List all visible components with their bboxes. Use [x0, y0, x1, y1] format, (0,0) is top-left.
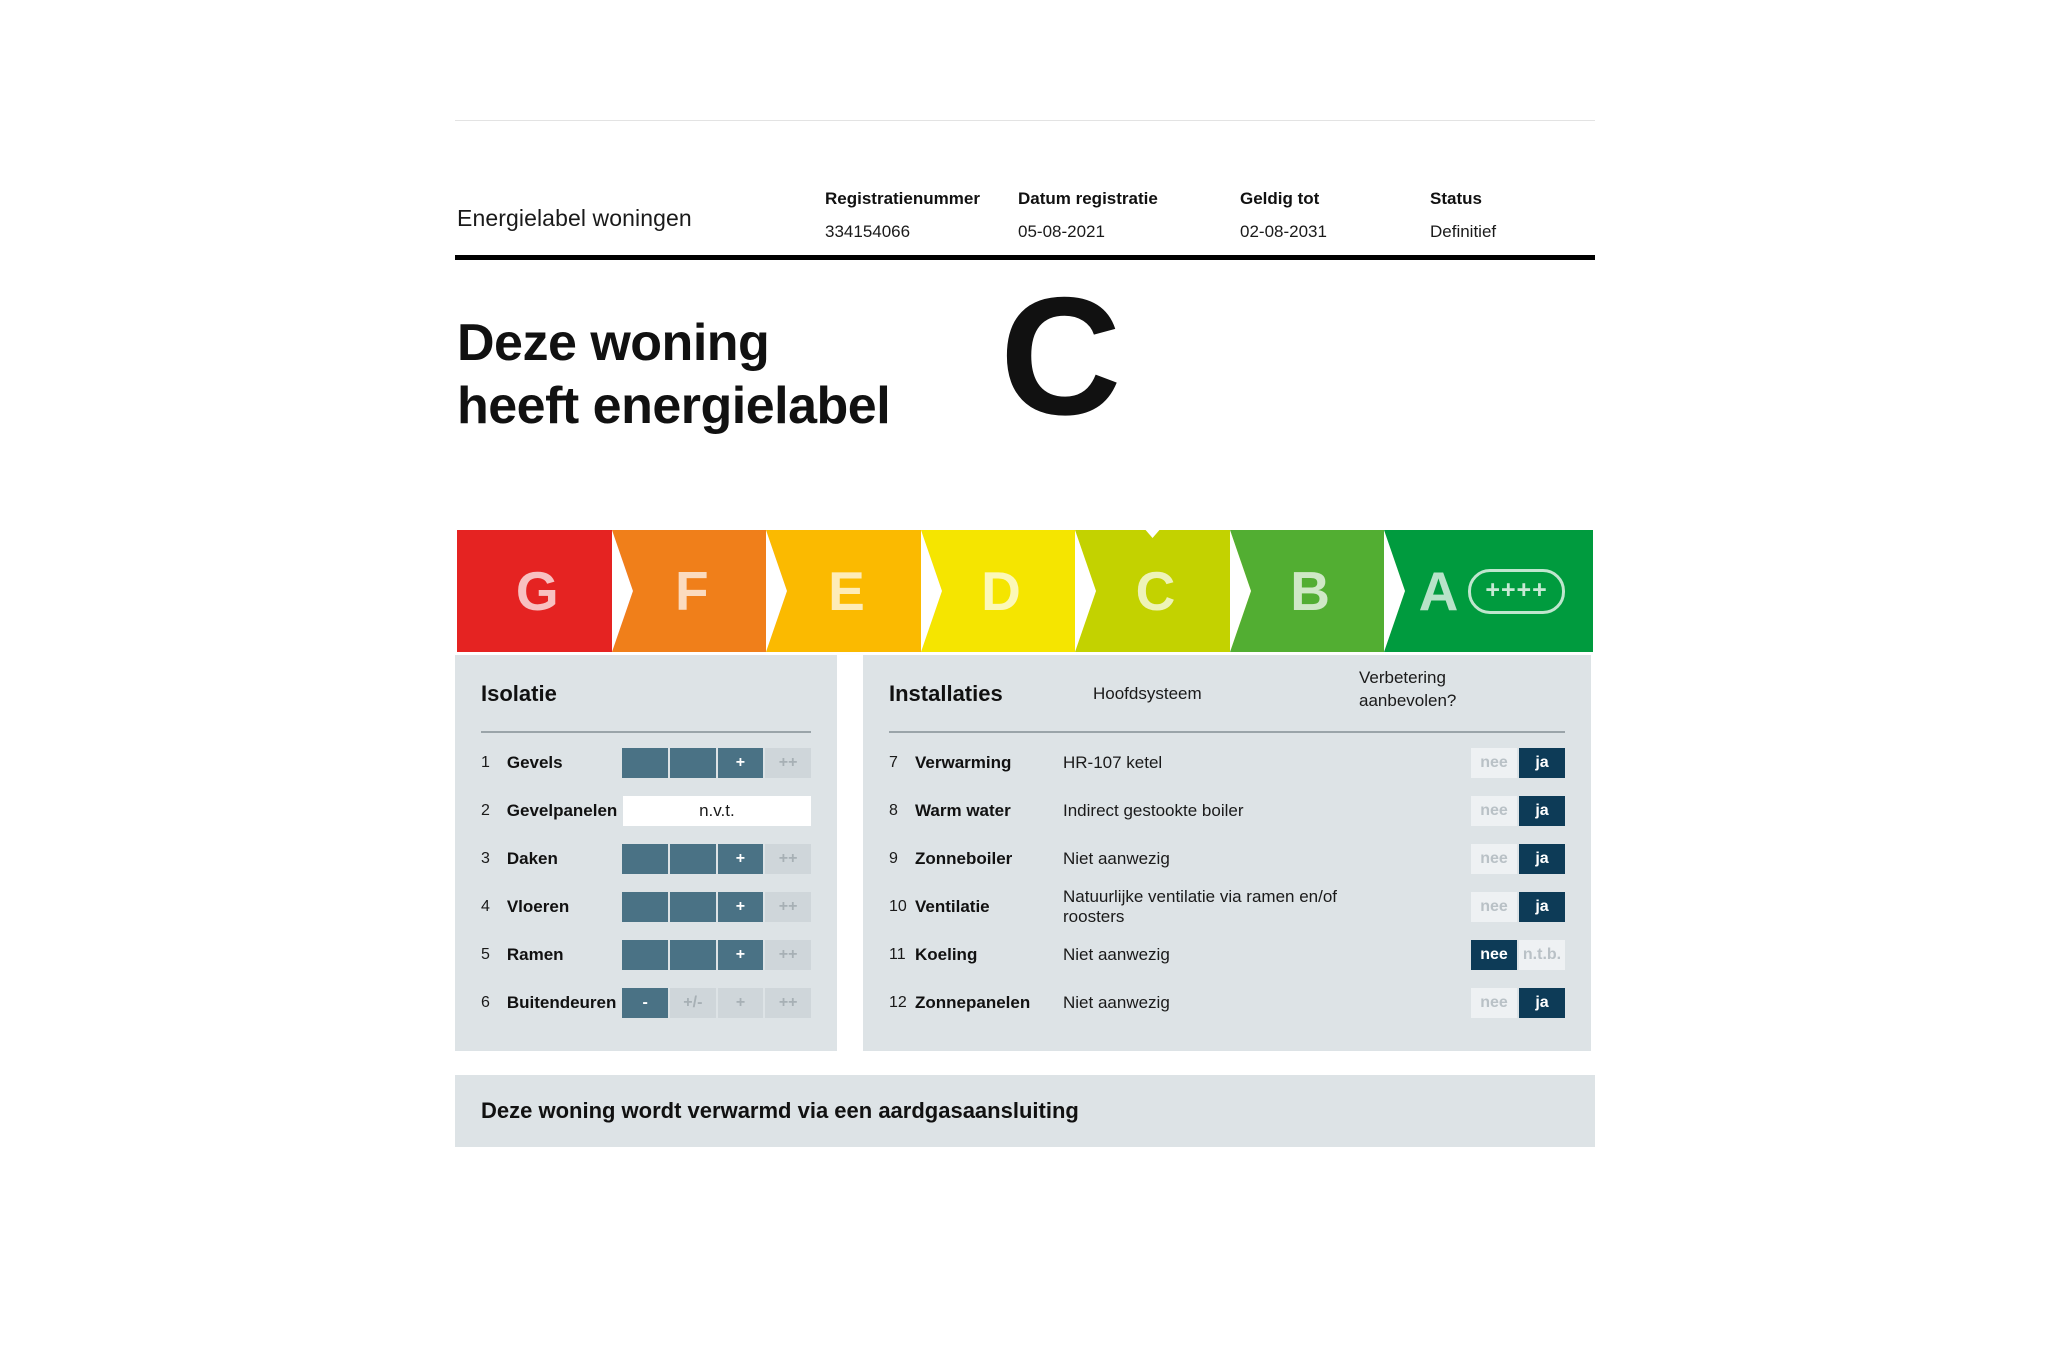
row-system: Natuurlijke ventilatie via ramen en/of roosters [1063, 886, 1338, 926]
isolatie-row [481, 840, 811, 877]
improvement-option-nee[interactable]: nee [1471, 796, 1519, 826]
installatie-row [889, 936, 1565, 973]
improvement-option-ja[interactable]: ja [1519, 892, 1565, 922]
improvement-option-nee[interactable]: nee [1471, 844, 1519, 874]
scale-letter-b: B [1290, 560, 1330, 622]
rating-bar- [670, 844, 718, 874]
improvement-option-nee[interactable]: nee [1471, 988, 1519, 1018]
installatie-row [889, 984, 1565, 1021]
row-number: 5 [481, 945, 490, 963]
row-number: 6 [481, 993, 490, 1011]
row-value-nvt: n.v.t. [623, 796, 811, 826]
rating-bars [622, 988, 811, 1018]
rating-bar-: ++ [778, 993, 798, 1011]
row-number: 1 [481, 753, 490, 771]
panel-installaties-title: Installaties [889, 681, 1003, 706]
rating-bar- [670, 748, 718, 778]
row-label: Gevels [506, 752, 563, 772]
isolatie-row [481, 984, 811, 1021]
panel-isolatie-header [481, 681, 811, 733]
column-header-hoofdsysteem: Hoofdsysteem [1093, 684, 1202, 703]
meta-registration-value: 334154066 [825, 221, 911, 241]
meta-valid-until-value: 02-08-2031 [1240, 221, 1327, 241]
row-label: Warm water [915, 800, 1011, 820]
rating-bar-: +/- [670, 988, 718, 1018]
panel-isolatie [455, 655, 837, 1051]
scale-letter-g: G [515, 560, 559, 622]
hero-heading-line1: Deze woning [457, 314, 770, 372]
scale-segment-e [766, 530, 921, 652]
rating-bar- [622, 748, 670, 778]
row-system: Niet aanwezig [1063, 944, 1170, 964]
scale-notch [1230, 530, 1251, 652]
improvement-option-nee[interactable]: nee [1471, 748, 1519, 778]
document-header [455, 177, 1595, 260]
improvement-option-ja[interactable]: ja [1519, 748, 1565, 778]
installatie-row [889, 888, 1565, 925]
row-label: Ventilatie [915, 896, 990, 916]
row-number: 11 [889, 945, 906, 963]
label-sheet [455, 120, 1595, 1147]
scale-notch [1075, 530, 1096, 652]
rating-bar-: ++ [778, 849, 798, 867]
scale-letter-e: E [828, 560, 865, 622]
scale-segment-b [1230, 530, 1385, 652]
scale-notch [1384, 530, 1405, 652]
column-header-verbetering [1359, 667, 1489, 713]
energy-scale [457, 530, 1593, 652]
rating-bar-: ++ [778, 753, 798, 771]
scale-notch [766, 530, 787, 652]
column-header-verbetering-line1: Verbetering [1359, 668, 1446, 687]
scale-letter-f: F [675, 560, 709, 622]
row-label: Vloeren [506, 896, 570, 916]
isolatie-rows [481, 744, 811, 1021]
top-divider [455, 120, 1595, 121]
rating-bar-: ++ [778, 945, 798, 963]
improvement-toggle[interactable] [1471, 844, 1565, 874]
panel-installaties-header [889, 668, 1565, 733]
heating-source-note: Deze woning wordt verwarmd via een aardgasaansluiting [455, 1075, 1595, 1147]
row-label: Zonneboiler [915, 848, 1013, 868]
scale-notch [612, 530, 633, 652]
panel-isolatie-title: Isolatie [481, 681, 557, 706]
row-label: Zonnepanelen [915, 992, 1031, 1012]
row-number: 12 [889, 993, 907, 1011]
improvement-option-nee[interactable]: nee [1471, 892, 1519, 922]
row-system: Indirect gestookte boiler [1063, 800, 1244, 820]
improvement-option-ntb[interactable]: n.t.b. [1519, 940, 1565, 970]
isolatie-row [481, 888, 811, 925]
improvement-toggle[interactable] [1471, 988, 1565, 1018]
rating-bar- [622, 940, 670, 970]
row-label: Gevelpanelen [506, 800, 618, 820]
row-number: 9 [889, 849, 898, 867]
rating-bar-: + [718, 988, 766, 1018]
rating-bar-: + [718, 940, 766, 970]
row-system: HR-107 ketel [1063, 752, 1163, 772]
meta-registration-date-label: Datum registratie [1018, 189, 1158, 208]
installaties-rows [889, 744, 1565, 1021]
improvement-option-ja[interactable]: ja [1519, 988, 1565, 1018]
improvement-toggle[interactable] [1471, 940, 1565, 970]
isolatie-row [481, 792, 811, 829]
energy-label-letter: C [1000, 262, 1122, 450]
hero-heading-line2: heeft energielabel [457, 377, 891, 436]
scale-segment-c [1075, 530, 1230, 652]
scale-letter-c: C [1135, 560, 1176, 622]
meta-registration-date [1018, 187, 1158, 244]
improvement-option-ja[interactable]: ja [1519, 796, 1565, 826]
row-number: 3 [481, 849, 490, 867]
scale-letter-a: A [1418, 560, 1459, 622]
column-header-verbetering-line2: aanbevolen? [1359, 690, 1457, 710]
row-system: Niet aanwezig [1063, 848, 1170, 868]
rating-bar-: ++ [778, 897, 798, 915]
improvement-option-ja[interactable]: ja [1519, 844, 1565, 874]
scale-segment-a [1384, 530, 1593, 652]
meta-registration-label: Registratienummer [825, 189, 980, 208]
panel-installaties [863, 655, 1591, 1051]
meta-registration [825, 187, 980, 244]
rating-bar-: - [622, 988, 670, 1018]
scale-notch [921, 530, 942, 652]
row-number: 10 [889, 897, 907, 915]
meta-status [1430, 187, 1496, 244]
rating-bars [622, 940, 811, 970]
meta-status-label: Status [1430, 189, 1482, 208]
improvement-option-nee[interactable]: nee [1471, 940, 1519, 970]
meta-registration-date-value: 05-08-2021 [1018, 221, 1105, 241]
rating-bar- [622, 892, 670, 922]
meta-valid-until [1240, 187, 1327, 244]
improvement-toggle[interactable] [1471, 892, 1565, 922]
isolatie-row [481, 936, 811, 973]
improvement-toggle[interactable] [1471, 748, 1565, 778]
scale-plus-badge: ++++ [1468, 569, 1564, 614]
row-number: 2 [481, 801, 490, 819]
row-number: 8 [889, 801, 898, 819]
rating-bar-: + [718, 892, 766, 922]
installatie-row [889, 840, 1565, 877]
rating-bars [622, 748, 811, 778]
detail-panels [455, 655, 1595, 1051]
row-number: 7 [889, 753, 898, 771]
meta-status-value: Definitief [1430, 221, 1497, 241]
scale-segment-f [612, 530, 767, 652]
row-label: Koeling [915, 944, 978, 964]
installatie-row [889, 744, 1565, 781]
rating-bar- [670, 940, 718, 970]
row-system: Niet aanwezig [1063, 992, 1170, 1012]
improvement-toggle[interactable] [1471, 796, 1565, 826]
row-label: Buitendeuren [506, 992, 617, 1012]
rating-bar- [670, 892, 718, 922]
row-label: Daken [506, 848, 558, 868]
energy-scale-section [455, 508, 1595, 633]
scale-segment-g [457, 530, 612, 652]
row-label: Verwarming [915, 752, 1012, 772]
rating-bars [622, 844, 811, 874]
rating-bar-: + [718, 748, 766, 778]
row-label: Ramen [506, 944, 564, 964]
row-number: 4 [481, 897, 490, 915]
hero-heading [457, 312, 890, 439]
rating-bar- [622, 844, 670, 874]
rating-bar-: + [718, 844, 766, 874]
document-type-title: Energielabel woningen [457, 205, 692, 231]
isolatie-row [481, 744, 811, 781]
scale-segment-d [921, 530, 1076, 652]
hero-section [455, 260, 1595, 500]
scale-letter-d: D [981, 560, 1021, 622]
meta-valid-until-label: Geldig tot [1240, 189, 1320, 208]
rating-bars [622, 892, 811, 922]
installatie-row [889, 792, 1565, 829]
